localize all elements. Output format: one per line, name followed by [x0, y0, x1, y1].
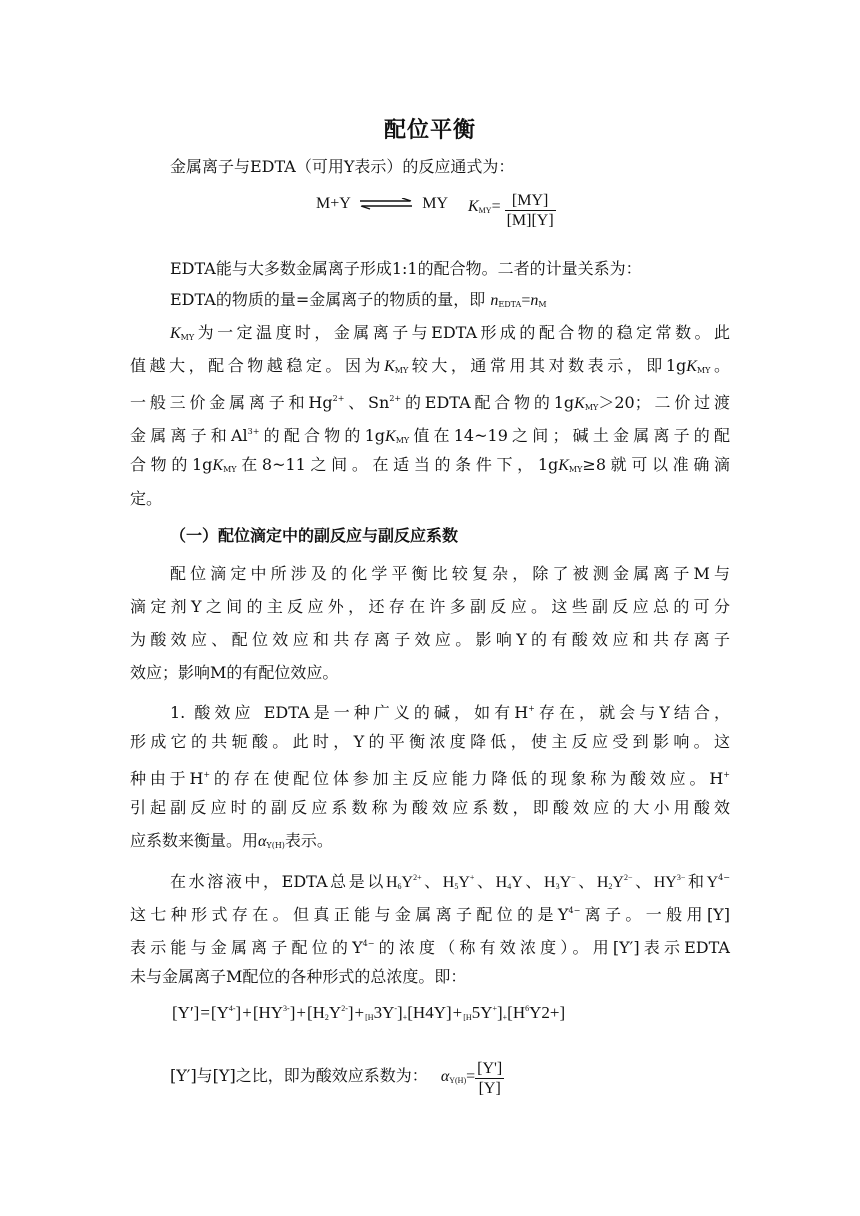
eq-superscript: 3-: [283, 1004, 290, 1013]
list-separator: 、: [632, 872, 654, 891]
species-subscript: 4: [507, 882, 512, 891]
alpha-subscript: Y(H): [266, 841, 285, 850]
eq-operator: =: [200, 1003, 210, 1022]
text-run: 金属离子和Al: [130, 426, 248, 445]
species-charge: 2−: [623, 873, 633, 882]
para-stability-line5: [130, 455, 730, 480]
eq-term: [H: [306, 1003, 325, 1022]
species-base: HY: [653, 874, 677, 891]
n-subscript-m: M: [538, 300, 547, 309]
para-stability-line3: [130, 389, 730, 418]
text-run: 表示能与金属离子配位的Y: [130, 938, 363, 957]
n-subscript-edta: EDTA: [498, 300, 522, 309]
eq-term: Y: [328, 1003, 342, 1022]
eq-subscript: [H: [365, 1013, 374, 1022]
eq-term: [Y: [210, 1003, 229, 1022]
para-acid-effect-line4: 引起副反应时的副反应系数称为酸效应系数，即酸效应的大小用酸效: [130, 798, 730, 817]
eq-term: [H: [407, 1003, 426, 1022]
k-subscript: MY: [180, 333, 195, 342]
para-ratio-line1: EDTA能与大多数金属离子形成1:1的配合物。二者的计量关系为：: [170, 259, 642, 278]
species-item: [443, 874, 475, 891]
alpha-symbol: α: [258, 833, 267, 850]
text-run: 这七种形式存在。但真正能与金属离子配位的是Y: [130, 905, 569, 924]
superscript: +: [203, 770, 211, 779]
para-ratio-line2: [170, 290, 730, 315]
species-y: Y: [612, 874, 624, 891]
species-item: [544, 874, 576, 891]
text-run: 一般三价金属离子和Hg: [130, 393, 333, 412]
k-subscript: MY: [568, 465, 583, 474]
text-run: 应系数来衡量。用: [130, 831, 259, 850]
species-item: [654, 874, 686, 891]
equals-sign: =: [466, 1068, 476, 1085]
superscript: 3+: [247, 427, 260, 436]
superscript: 4−: [568, 906, 581, 915]
list-separator: 、: [575, 872, 597, 891]
text-run: 表示。: [284, 831, 333, 850]
para-side-reaction-line3: 为酸效应、配位效应和共存离子效应。影响Y的有酸效应和共存离子: [130, 630, 730, 649]
k-subscript: MY: [223, 465, 237, 474]
intro-text: 金属离子与EDTA（可用Y表示）的反应通式为：: [170, 157, 515, 176]
k-symbol: K: [574, 395, 585, 412]
para-side-reaction-line2: 滴定剂Y之间的主反应外，还存在许多副反应。这些副反应总的可分: [130, 597, 730, 616]
list-separator: 、: [474, 872, 496, 891]
k-subscript: MY: [584, 403, 599, 412]
superscript: +: [723, 770, 730, 779]
k-symbol: K: [558, 457, 569, 474]
k-subscript: MY: [395, 436, 410, 445]
para-acid-effect-line3: [130, 765, 730, 789]
species-subscript: 2: [608, 882, 613, 891]
species-y: Y: [401, 874, 414, 891]
para-alpha-line: [170, 1060, 730, 1099]
para-forms-line1: [170, 868, 730, 897]
para-forms-line2: [130, 901, 730, 925]
text-run: 较大，通常用其对数表示，即1g: [408, 356, 687, 375]
fraction: [505, 192, 556, 231]
eq-term: ]: [235, 1003, 242, 1022]
text-run: 值在14~19之间；碱土金属离子的配: [409, 426, 730, 445]
eq-term: ]: [496, 1003, 503, 1022]
text-run: 在8~11之间。在适当的条件下，1g: [236, 455, 559, 474]
k-symbol: K: [384, 358, 395, 375]
species-charge: +: [469, 873, 475, 882]
eq-operator: +: [296, 1003, 306, 1022]
k-subscript: MY: [478, 206, 492, 215]
k-symbol: K: [686, 358, 697, 375]
page-title: 配位平衡: [383, 118, 476, 143]
eq-superscript: 6: [525, 1004, 530, 1013]
species-y: Y: [559, 874, 572, 891]
equilibrium-arrows-icon: [358, 198, 414, 210]
n-symbol: n: [530, 292, 539, 309]
para-forms-line3: [130, 934, 730, 958]
superscript: 4−: [362, 939, 375, 948]
eq-term: [HY: [252, 1003, 284, 1022]
eq-operator: +: [452, 1003, 463, 1022]
eq-operator: +: [242, 1003, 252, 1022]
species-base: H: [385, 874, 398, 891]
para-side-reaction-line4: 效应；影响M的有配位效应。: [130, 663, 339, 682]
species-charge: 3−: [676, 873, 686, 882]
para-forms-line4: 未与金属离子M配位的各种形式的总浓度。即：: [130, 967, 467, 986]
eq-superscript: 2-: [341, 1004, 348, 1013]
species-y4: Y: [706, 874, 719, 891]
species-subscript: 5: [454, 882, 459, 891]
eq-superscript: +: [492, 1004, 497, 1013]
eq-term: 3: [373, 1003, 383, 1022]
eq-term: Y: [480, 1003, 493, 1022]
text-run: 种由于H: [130, 769, 204, 788]
species-base: H: [544, 874, 556, 891]
para-stability-line2: [130, 356, 730, 381]
species-item: [496, 874, 523, 891]
alpha-symbol: α: [440, 1068, 450, 1085]
eq-subscript: [H: [463, 1013, 472, 1022]
eq-term: 2+: [541, 1003, 560, 1022]
superscript: 2+: [332, 394, 345, 403]
list-separator: 、: [522, 872, 544, 891]
eq-term: [H: [507, 1003, 526, 1022]
species-item: [597, 874, 633, 891]
text-run: ＞20；二价过渡: [598, 393, 730, 412]
eq-superscript: -: [394, 1004, 398, 1013]
text-run: 。: [710, 356, 730, 375]
k-symbol: K: [170, 325, 181, 342]
fraction-denominator: [Y]: [478, 1080, 501, 1097]
fraction-numerator: [Y']: [477, 1060, 503, 1077]
species-subscript: 3: [555, 882, 560, 891]
species-charge: −: [571, 873, 576, 882]
text-run: 在水溶液中，EDTA总是以: [170, 872, 386, 891]
fraction: [475, 1060, 504, 1099]
species-y: Y: [511, 874, 523, 891]
eq-superscript: 4-: [228, 1004, 236, 1013]
text-run: 的存在使配位体参加主反应能力降低的现象称为酸效应。H: [210, 769, 724, 788]
k-symbol: K: [468, 198, 479, 215]
text-run: 1. 酸效应 EDTA是一种广义的碱，如有H: [170, 703, 529, 722]
fraction-numerator: [MY]: [505, 192, 556, 211]
text-run: 值越大，配合物越稳定。因为: [130, 356, 385, 375]
text-run: 和: [685, 872, 707, 891]
species-y: Y: [458, 874, 470, 891]
k-subscript: MY: [696, 366, 711, 375]
text-run: 的浓度（称有效浓度）。用[Y′]表示EDTA: [374, 938, 730, 957]
species-base: H: [495, 874, 508, 891]
section-heading: （一）配位滴定中的副反应与副反应系数: [170, 526, 459, 545]
superscript: +: [528, 704, 535, 713]
superscript: 4−: [718, 873, 730, 882]
k-symbol: K: [385, 428, 396, 445]
text-run: 离子。一般用[Y]: [580, 905, 730, 924]
text-run: 的EDTA配合物的1g: [401, 393, 575, 412]
equals-sign: =: [491, 198, 501, 215]
equation-reaction: [316, 194, 448, 214]
eq-term: ]: [397, 1003, 403, 1022]
para-stability-line6: 定。: [130, 489, 163, 508]
para-stability-line1: [170, 323, 730, 348]
species-item: [386, 874, 422, 891]
species-base: H: [596, 874, 609, 891]
reaction-rhs: MY: [422, 195, 448, 212]
n-symbol: n: [490, 292, 499, 309]
eq-subscript: 2: [324, 1013, 329, 1022]
species-subscript: 6: [397, 882, 402, 891]
eq-term: 4: [425, 1003, 434, 1022]
k-symbol: K: [212, 457, 224, 474]
para-acid-effect-line1: [170, 699, 730, 723]
species-charge: 2+: [413, 873, 422, 882]
list-separator: 、: [421, 872, 443, 891]
text-run: 合物的1g: [130, 455, 213, 474]
species-base: H: [442, 874, 455, 891]
para-acid-effect-line2: 形成它的共轭酸。此时，Y的平衡浓度降低，使主反应受到影响。这: [130, 732, 730, 751]
text-run: 为一定温度时，金属离子与EDTA形成的配合物的稳定常数。此: [194, 323, 730, 342]
eq-subscript: +: [402, 1013, 408, 1022]
alpha-subscript: Y(H): [449, 1076, 467, 1085]
fraction-denominator: [M][Y]: [506, 212, 554, 229]
eq-term: ]: [347, 1003, 354, 1022]
eq-term: ]: [289, 1003, 296, 1022]
text-run: 存在，就会与Y结合，: [534, 703, 730, 722]
equals-sign: =: [521, 292, 531, 309]
text-run: 、Sn: [344, 393, 390, 412]
text-run: [Y′]与[Y]之比，即为酸效应系数为：: [170, 1066, 428, 1085]
species-list: [386, 872, 685, 891]
text-run: 的配合物的1g: [259, 426, 386, 445]
eq-term: [Y′]: [172, 1003, 200, 1022]
eq-term: Y]: [433, 1003, 452, 1022]
para-acid-effect-line5: [130, 831, 730, 856]
alpha-equation: [440, 1060, 504, 1097]
eq-subscript: +: [502, 1013, 508, 1022]
superscript: 2+: [389, 394, 402, 403]
k-subscript: MY: [394, 366, 409, 375]
eq-term: 5: [471, 1003, 481, 1022]
eq-operator: +: [354, 1003, 365, 1022]
ratio-text: EDTA的物质的量=金属离子的物质的量，即: [170, 290, 486, 309]
equation-total-concentration: [172, 1003, 565, 1023]
equation-stability-constant: [468, 192, 556, 231]
reaction-lhs: M+Y: [316, 195, 351, 212]
eq-term: Y: [382, 1003, 395, 1022]
eq-term: Y: [529, 1003, 542, 1022]
text-run: ≥8就可以准确滴: [582, 455, 730, 474]
para-side-reaction-line1: 配位滴定中所涉及的化学平衡比较复杂，除了被测金属离子M与: [170, 564, 730, 583]
para-stability-line4: [130, 422, 730, 451]
eq-term: ]: [559, 1003, 566, 1022]
